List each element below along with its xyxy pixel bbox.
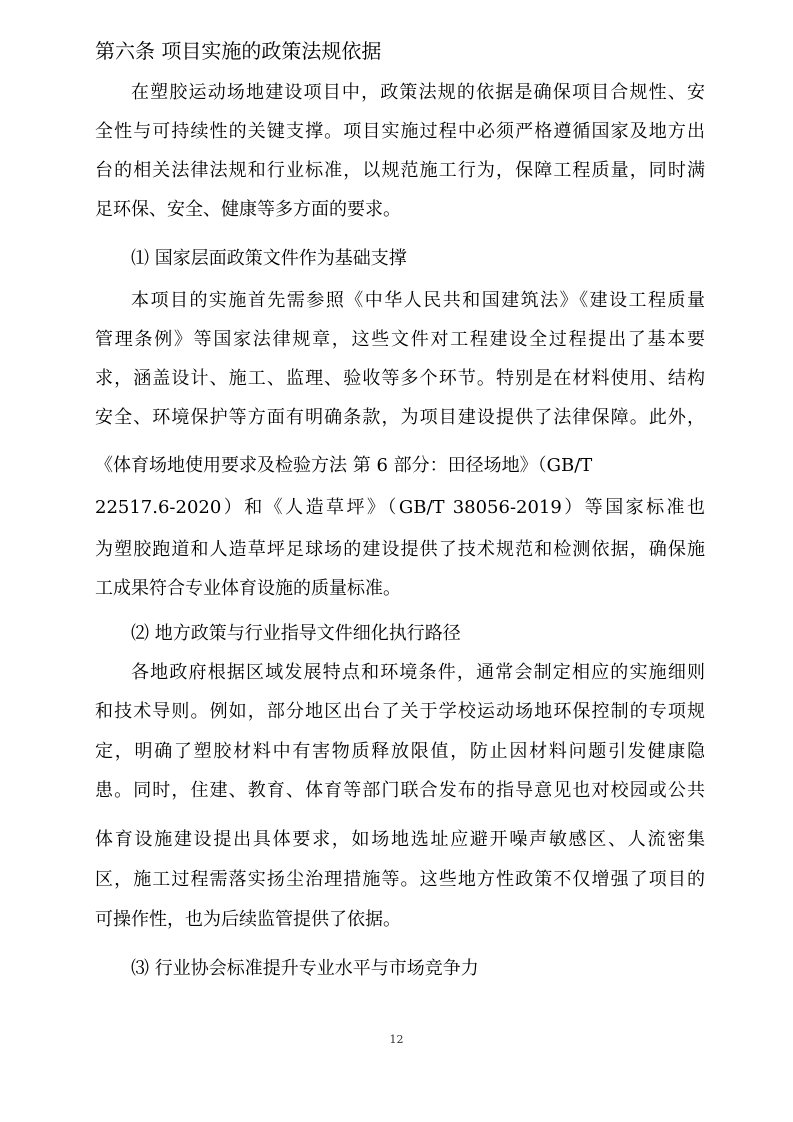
paragraph-2-line-8: 工成果符合专业体育设施的质量标准。 [95, 578, 401, 599]
paragraph-3-line-1: 各地政府根据区域发展特点和环境条件，通常会制定相应的实施细则 [131, 662, 705, 683]
subheading-3: ⑶ 行业协会标准提升专业水平与市场竞争力 [131, 958, 479, 979]
paragraph-2-line-4: 安全、环境保护等方面有明确条款，为项目建设提供了法律保障。此外， [95, 407, 705, 428]
paragraph-2-line-6: 22517.6-2020）和《人造草坪》（GB/T 38056-2019）等国家标准也 [95, 497, 705, 518]
subheading-1: ⑴ 国家层面政策文件作为基础支撑 [131, 248, 407, 269]
paragraph-3-line-2: 和技术导则。例如，部分地区出台了关于学校运动场地环保控制的专项规 [95, 701, 705, 722]
paragraph-2-line-1: 本项目的实施首先需参照《中华人民共和国建筑法》《建设工程质量 [131, 290, 705, 311]
paragraph-1-line-2: 全性与可持续性的关键支撑。项目实施过程中必须严格遵循国家及地方出 [95, 121, 705, 142]
paragraph-2-line-7: 为塑胶跑道和人造草坪足球场的建设提供了技术规范和检测依据，确保施 [95, 539, 705, 560]
paragraph-3-line-3: 定，明确了塑胶材料中有害物质释放限值，防止因材料问题引发健康隐 [95, 741, 705, 762]
subheading-2: ⑵ 地方政策与行业指导文件细化执行路径 [131, 623, 461, 644]
paragraph-3-line-4: 患。同时，住建、教育、体育等部门联合发布的指导意见也对校园或公共 [95, 780, 705, 801]
paragraph-2-line-2: 管理条例》等国家法律规章，这些文件对工程建设全过程提出了基本要 [95, 329, 705, 350]
paragraph-3-line-5: 体育设施建设提出具体要求，如场地选址应避开噪声敏感区、人流密集 [95, 829, 705, 850]
paragraph-3-line-6: 区，施工过程需落实扬尘治理措施等。这些地方性政策不仅增强了项目的 [95, 869, 705, 890]
paragraph-2-line-5: 《体育场地使用要求及检验方法 第 6 部分：田径场地》（GB/T [95, 455, 593, 476]
section-heading: 第六条 项目实施的政策法规依据 [95, 39, 382, 63]
page-number: 12 [389, 1033, 404, 1046]
paragraph-1-line-1: 在塑胶运动场地建设项目中，政策法规的依据是确保项目合规性、安 [131, 82, 705, 103]
paragraph-1-line-3: 台的相关法律法规和行业标准，以规范施工行为，保障工程质量，同时满 [95, 160, 705, 181]
paragraph-1-line-4: 足环保、安全、健康等多方面的要求。 [95, 199, 401, 220]
paragraph-3-line-7: 可操作性，也为后续监管提供了依据。 [95, 909, 401, 930]
paragraph-2-line-3: 求，涵盖设计、施工、监理、验收等多个环节。特别是在材料使用、结构 [95, 368, 705, 389]
